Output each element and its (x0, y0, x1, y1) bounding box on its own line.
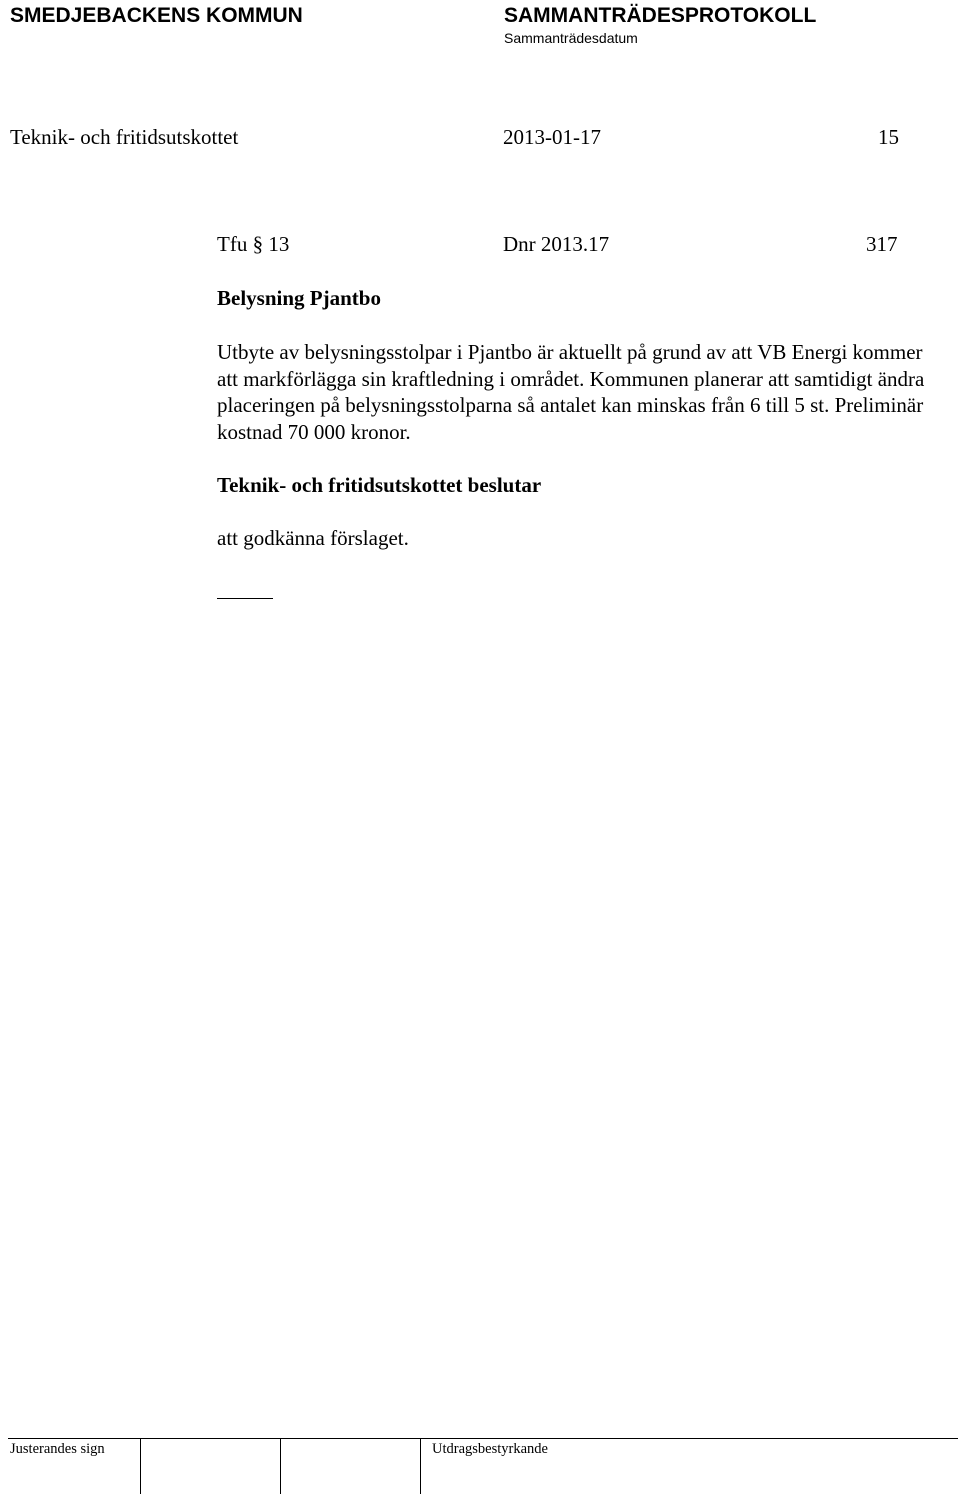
meeting-date: 2013-01-17 (503, 125, 601, 149)
extract-certification-label: Utdragsbestyrkande (432, 1441, 548, 1457)
end-rule (217, 598, 273, 599)
footer-rule (8, 1438, 958, 1439)
municipality-name: SMEDJEBACKENS KOMMUN (10, 4, 303, 27)
page-number: 15 (878, 125, 899, 149)
adjuster-sign-label: Justerandes sign (10, 1441, 105, 1457)
decision-heading: Teknik- och fritidsutskottet beslutar (217, 473, 542, 497)
signature-box-divider (280, 1438, 281, 1494)
meeting-date-label: Sammanträdesdatum (504, 30, 638, 46)
diary-number: Dnr 2013.17 (503, 232, 610, 256)
item-body: Utbyte av belysningsstolpar i Pjantbo är aktuellt på grund av att VB Energi kommer att markförlägga sin kraftledning i området. Kommunen planerar att samtidigt ändra placeringen på belysningsstolparna så antalet kan minskas från 6 till 5 st. Preliminär kostnad 70 000 kronor. (217, 340, 925, 444)
paragraph-number: Tfu § 13 (217, 232, 290, 256)
signature-box-divider (420, 1438, 421, 1494)
item-title: Belysning Pjantbo (217, 286, 381, 310)
committee-name: Teknik- och fritidsutskottet (10, 125, 239, 149)
decision-text: att godkänna förslaget. (217, 526, 409, 550)
document-type: SAMMANTRÄDESPROTOKOLL (504, 4, 817, 27)
diary-number-suffix: 317 (866, 232, 898, 256)
signature-box-divider (140, 1438, 141, 1494)
